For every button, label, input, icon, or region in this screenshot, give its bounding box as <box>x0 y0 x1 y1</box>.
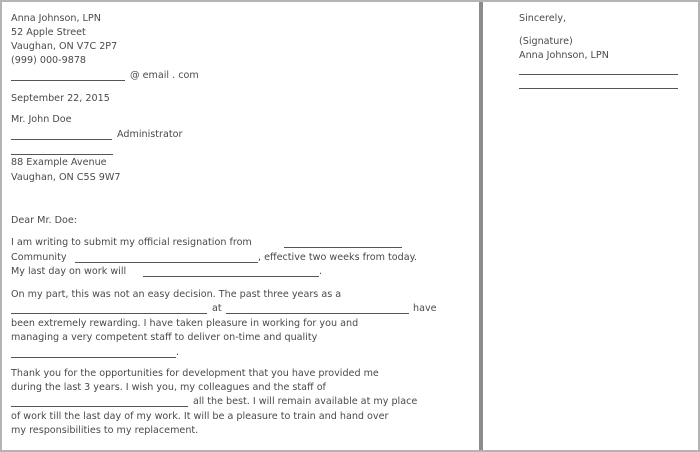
organization-blank <box>11 139 112 140</box>
workplace-blank <box>226 313 409 314</box>
text: Community <box>11 252 67 263</box>
text: My last day on work will <box>11 266 127 277</box>
email-suffix: @ email . com <box>130 70 199 81</box>
paragraph1-line1 <box>2 236 472 250</box>
text: at <box>212 303 222 314</box>
text: . <box>319 266 323 277</box>
paragraph1-line3 <box>2 265 472 279</box>
text: all the best. I will remain available at my place <box>193 396 418 407</box>
paragraph3-line2: during the last 3 years. I wish you, my colleagues and the staff of <box>11 382 326 393</box>
paragraph3-line5: my responsibilities to my replacement. <box>11 425 199 436</box>
sender-city: Vaughan, ON V7C 2P7 <box>11 41 118 52</box>
salutation: Dear Mr. Doe: <box>11 215 77 226</box>
sender-phone: (999) 000-9878 <box>11 55 87 66</box>
recipient-title-line <box>2 128 472 142</box>
closing-blank-2 <box>519 88 678 89</box>
paragraph3-line4: of work till the last day of my work. It will be a pleasure to train and hand over <box>11 411 389 422</box>
last-day-blank <box>143 276 319 277</box>
column-divider <box>479 2 483 452</box>
paragraph3-line3 <box>2 395 472 409</box>
text: . <box>176 347 180 358</box>
sign-off: Sincerely, <box>519 13 567 24</box>
paragraph2-line2 <box>2 302 472 316</box>
text: , effective two weeks from today. <box>258 252 417 263</box>
paragraph3-line1: Thank you for the opportunities for development that you have provided me <box>11 368 379 379</box>
sender-street: 52 Apple Street <box>11 27 86 38</box>
text: I am writing to submit my official resignation from <box>11 237 252 248</box>
community-blank <box>75 262 258 263</box>
sender-name: Anna Johnson, LPN <box>11 13 101 24</box>
staff-blank <box>11 406 188 407</box>
paragraph1-line2 <box>2 251 472 265</box>
text: have <box>413 303 437 314</box>
sender-email-line <box>2 69 472 83</box>
paragraph2-line1: On my part, this was not an easy decision. The past three years as a <box>11 289 342 300</box>
closing-blank-1 <box>519 74 678 75</box>
closing-name: Anna Johnson, LPN <box>519 50 609 61</box>
recipient-name: Mr. John Doe <box>11 114 72 125</box>
recipient-city: Vaughan, ON C5S 9W7 <box>11 172 121 183</box>
service-blank <box>11 357 176 358</box>
paragraph2-line5 <box>2 346 472 360</box>
paragraph2-line4: managing a very competent staff to deliver on-time and quality <box>11 332 318 343</box>
letter-date: September 22, 2015 <box>11 93 110 104</box>
recipient-street: 88 Example Avenue <box>11 157 107 168</box>
employer-blank <box>284 247 402 248</box>
email-blank <box>11 80 125 81</box>
recipient-title: Administrator <box>117 129 183 140</box>
paragraph2-line3: been extremely rewarding. I have taken pleasure in working for you and <box>11 318 359 329</box>
signature-placeholder: (Signature) <box>519 36 573 47</box>
position-blank <box>11 313 207 314</box>
address-blank <box>11 154 113 155</box>
